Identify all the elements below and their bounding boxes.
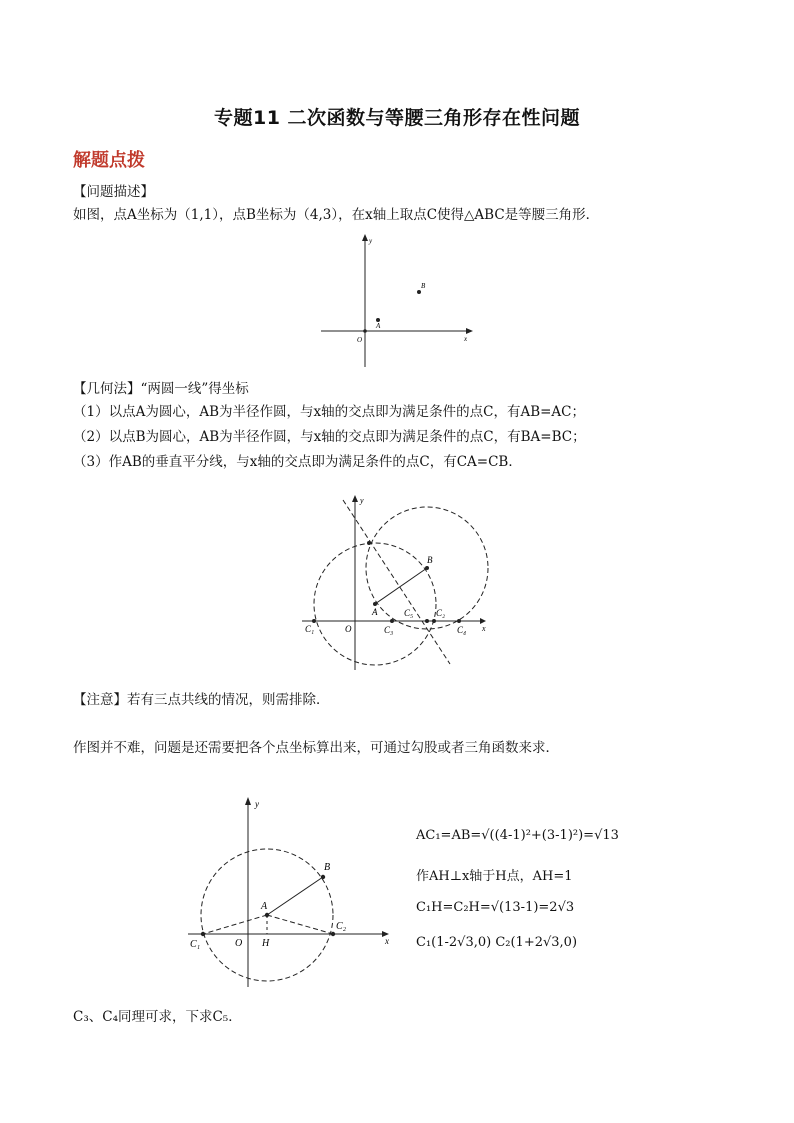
label-c4: C₄ xyxy=(457,625,467,635)
segment-ab xyxy=(375,568,427,604)
label-x: x xyxy=(482,624,486,633)
footer-line: C₃、C₄同理可求，下求C₅． xyxy=(73,1009,242,1025)
label-b: B xyxy=(421,282,426,290)
intersection-top xyxy=(367,541,371,545)
segment-ab xyxy=(267,877,323,915)
point-c3 xyxy=(390,619,394,623)
problem-label: 【问题描述】 xyxy=(73,184,154,200)
formula-2: 作AH⊥x轴于H点，AH=1 xyxy=(416,869,573,884)
formula-3: C₁H=C₂H=√(13-1)=2√3 xyxy=(416,900,575,915)
label-b: B xyxy=(324,862,331,873)
section-heading: 解题点拨 xyxy=(73,150,145,171)
label-y: y xyxy=(360,496,364,505)
perpendicular-bisector xyxy=(343,500,450,664)
label-y: y xyxy=(255,799,259,809)
label-o: O xyxy=(345,624,352,634)
remark: 作图并不难，问题是还需要把各个点坐标算出来，可通过勾股或者三角函数来求． xyxy=(73,740,559,756)
segment-ac2 xyxy=(267,915,333,934)
label-b: B xyxy=(427,555,433,565)
point-c2 xyxy=(331,932,335,936)
note: 【注意】若有三点共线的情况，则需排除． xyxy=(73,692,330,708)
x-axis-arrow xyxy=(466,328,473,334)
figure-two-circles-one-line xyxy=(300,492,500,672)
point-c4 xyxy=(457,619,461,623)
point-b xyxy=(321,875,325,879)
figure-circle-a-h xyxy=(186,795,396,990)
problem-text: 如图，点A坐标为（1,1），点B坐标为（4,3），在x轴上取点C使得△ABC是等腰三角形． xyxy=(73,207,600,223)
segment-ac1 xyxy=(203,915,267,934)
point-a xyxy=(373,602,377,606)
label-c2: C₂ xyxy=(336,921,347,932)
formula-4: C₁(1-2√3,0) C₂(1+2√3,0) xyxy=(416,935,578,950)
point-b xyxy=(425,566,429,570)
label-c5: C₅ xyxy=(404,608,414,618)
label-o: O xyxy=(235,938,243,949)
y-axis-arrow xyxy=(352,495,358,502)
label-c2: C₂ xyxy=(436,608,446,618)
point-c5 xyxy=(425,619,429,623)
y-axis-arrow xyxy=(362,234,368,241)
figure-coordinate-points xyxy=(318,232,478,372)
formula-1: AC₁=AB=√((4-1)²+(3-1)²)=√13 xyxy=(416,828,619,843)
label-c1: C₁ xyxy=(190,939,201,950)
label-a: A xyxy=(261,901,268,912)
label-o: O xyxy=(357,336,363,344)
point-b xyxy=(417,290,421,294)
label-y: y xyxy=(369,237,373,245)
label-x: x xyxy=(385,936,389,946)
label-x: x xyxy=(464,335,468,343)
method-item-1: （1）以点A为圆心，AB为半径作圆，与x轴的交点即为满足条件的点C，有AB=AC； xyxy=(73,404,586,420)
point-c1 xyxy=(312,619,316,623)
label-c3: C₃ xyxy=(384,625,394,635)
label-c1: C₁ xyxy=(305,624,315,634)
point-c2 xyxy=(432,619,436,623)
label-h: H xyxy=(262,938,270,949)
method-item-3: （3）作AB的垂直平分线，与x轴的交点即为满足条件的点C，有CA=CB． xyxy=(73,454,522,470)
label-a: A xyxy=(376,322,381,330)
label-a: A xyxy=(372,607,378,617)
method-label: 【几何法】“两圆一线”得坐标 xyxy=(73,381,249,397)
point-a xyxy=(265,913,269,917)
y-axis-arrow xyxy=(245,797,251,805)
origin-dot xyxy=(363,329,367,333)
point-c1 xyxy=(201,932,205,936)
method-item-2: （2）以点B为圆心，AB为半径作圆，与x轴的交点即为满足条件的点C，有BA=BC； xyxy=(73,429,586,445)
page-title: 专题11 二次函数与等腰三角形存在性问题 xyxy=(213,107,581,129)
